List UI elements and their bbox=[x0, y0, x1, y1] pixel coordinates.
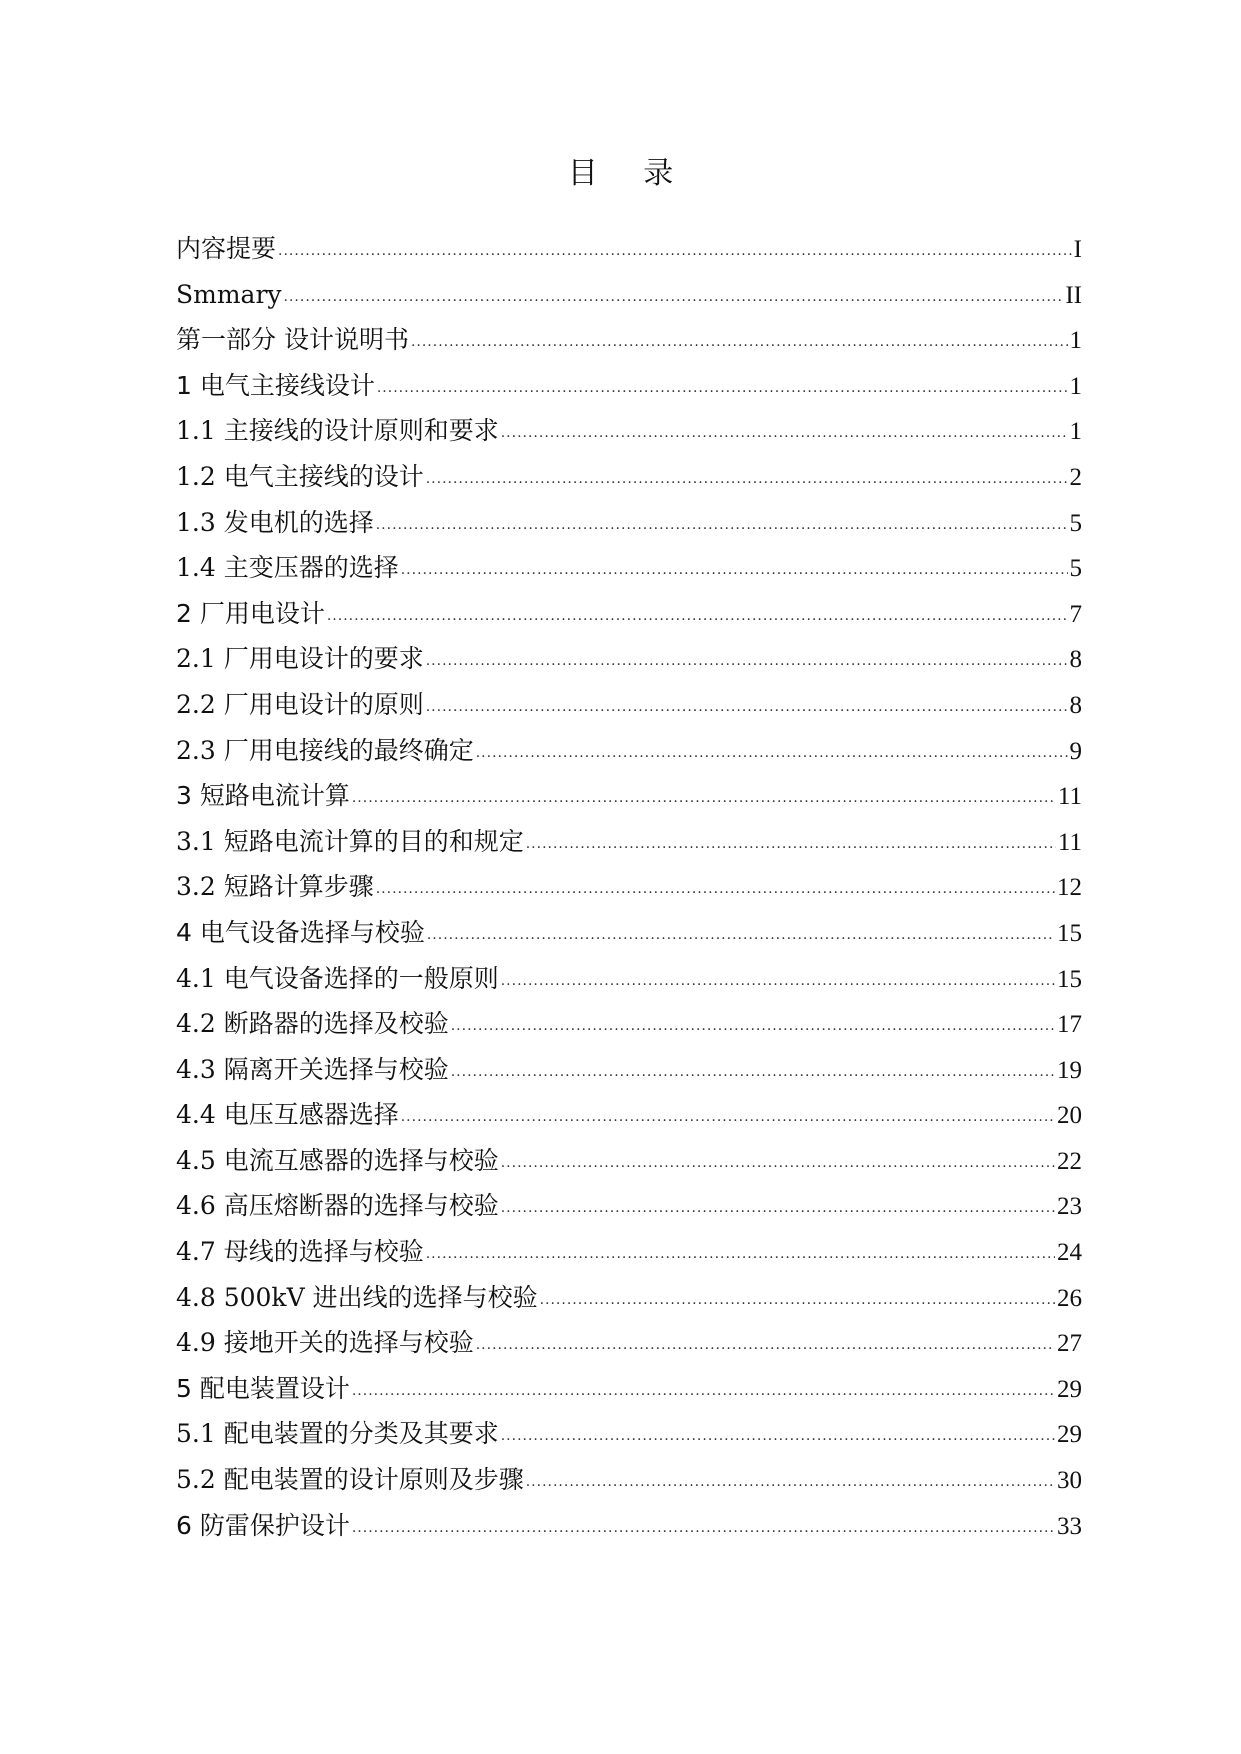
page-title: 目 录 bbox=[567, 156, 692, 191]
toc-entry-page-number: II bbox=[1065, 281, 1082, 309]
toc-entry-label: 4.5 电流互感器的选择与校验 bbox=[176, 1145, 499, 1175]
toc-entry[interactable] bbox=[176, 910, 1082, 956]
toc-entry-page-number: 19 bbox=[1057, 1056, 1082, 1084]
toc-entry-page-number: 33 bbox=[1057, 1512, 1082, 1540]
dot-leader bbox=[451, 1050, 1055, 1096]
toc-entry-page-number: 5 bbox=[1069, 555, 1082, 583]
dot-leader bbox=[352, 1506, 1055, 1552]
toc-entry-label: 2.2 厂用电设计的原则 bbox=[176, 689, 424, 719]
toc-entry[interactable] bbox=[176, 1366, 1082, 1412]
toc-entry-page-number: 15 bbox=[1057, 965, 1082, 993]
toc-entry-label: 4.6 高压熔断器的选择与校验 bbox=[176, 1191, 499, 1221]
toc-entry-page-number: 15 bbox=[1057, 919, 1082, 947]
toc-entry[interactable] bbox=[176, 1503, 1082, 1549]
toc-entry-label: 1 电气主接线设计 bbox=[176, 370, 375, 400]
toc-entry[interactable] bbox=[176, 1229, 1082, 1275]
dot-leader bbox=[501, 411, 1068, 457]
toc-entry-label: Smmary bbox=[176, 279, 282, 309]
toc-entry[interactable] bbox=[176, 728, 1082, 774]
dot-leader bbox=[426, 685, 1068, 731]
toc-entry-label: 4 电气设备选择与校验 bbox=[176, 917, 425, 947]
toc-entry-page-number: 24 bbox=[1057, 1239, 1082, 1267]
toc-entry-label: 1.2 电气主接线的设计 bbox=[176, 461, 424, 491]
toc-entry[interactable] bbox=[176, 454, 1082, 500]
toc-entry-page-number: 11 bbox=[1057, 828, 1082, 856]
dot-leader bbox=[540, 1278, 1055, 1324]
toc-entry[interactable] bbox=[176, 1320, 1082, 1366]
toc-entry-page-number: 9 bbox=[1069, 737, 1082, 765]
toc-entry-label: 1.4 主变压器的选择 bbox=[176, 553, 399, 583]
toc-entry-page-number: I bbox=[1073, 236, 1082, 263]
toc-entry-page-number: 29 bbox=[1057, 1375, 1082, 1403]
toc-list bbox=[176, 226, 1082, 1548]
dot-leader bbox=[476, 731, 1068, 777]
toc-entry-label: 4.1 电气设备选择的一般原则 bbox=[176, 963, 499, 993]
dot-leader bbox=[501, 1186, 1055, 1232]
toc-entry[interactable] bbox=[176, 1183, 1082, 1229]
dot-leader bbox=[427, 913, 1055, 959]
toc-entry[interactable] bbox=[176, 956, 1082, 1002]
toc-entry[interactable] bbox=[176, 363, 1082, 409]
dot-leader bbox=[327, 594, 1068, 640]
dot-leader bbox=[278, 229, 1072, 275]
dot-leader bbox=[526, 1460, 1055, 1506]
toc-entry-page-number: 26 bbox=[1057, 1284, 1082, 1312]
dot-leader bbox=[426, 1232, 1055, 1278]
dot-leader bbox=[476, 1323, 1055, 1369]
toc-entry-label: 5 配电装置设计 bbox=[176, 1373, 350, 1403]
toc-entry[interactable] bbox=[176, 864, 1082, 910]
dot-leader bbox=[401, 1095, 1055, 1141]
toc-entry-label: 2 厂用电设计 bbox=[176, 598, 325, 628]
toc-entry-label: 4.8 500kV 进出线的选择与校验 bbox=[176, 1282, 538, 1312]
toc-entry-page-number: 22 bbox=[1057, 1147, 1082, 1175]
toc-entry[interactable] bbox=[176, 1275, 1082, 1321]
toc-entry-label: 4.7 母线的选择与校验 bbox=[176, 1237, 424, 1267]
toc-entry[interactable] bbox=[176, 773, 1082, 819]
toc-entry[interactable] bbox=[176, 1411, 1082, 1457]
dot-leader bbox=[352, 776, 1056, 822]
toc-entry-page-number: 17 bbox=[1057, 1011, 1082, 1039]
toc-entry[interactable] bbox=[176, 819, 1082, 865]
toc-entry-label: 1.3 发电机的选择 bbox=[176, 507, 374, 537]
toc-entry-label: 5.2 配电装置的设计原则及步骤 bbox=[176, 1465, 524, 1495]
toc-entry-page-number: 5 bbox=[1069, 509, 1082, 537]
toc-entry-label: 3.2 短路计算步骤 bbox=[176, 872, 374, 902]
toc-entry-page-number: 8 bbox=[1069, 691, 1082, 719]
toc-entry[interactable] bbox=[176, 1047, 1082, 1093]
toc-entry-label: 5.1 配电装置的分类及其要求 bbox=[176, 1419, 499, 1449]
dot-leader bbox=[501, 1414, 1055, 1460]
toc-entry-page-number: 7 bbox=[1069, 600, 1082, 628]
dot-leader bbox=[501, 959, 1055, 1005]
toc-entry-label: 3.1 短路电流计算的目的和规定 bbox=[176, 826, 524, 856]
dot-leader bbox=[501, 1141, 1055, 1187]
toc-entry-label: 4.9 接地开关的选择与校验 bbox=[176, 1328, 474, 1358]
dot-leader bbox=[376, 503, 1068, 549]
toc-entry[interactable] bbox=[176, 636, 1082, 682]
toc-entry[interactable] bbox=[176, 545, 1082, 591]
toc-entry-page-number: 30 bbox=[1057, 1467, 1082, 1495]
toc-entry-label: 内容提要 bbox=[176, 234, 277, 263]
dot-leader bbox=[284, 275, 1064, 321]
toc-entry-page-number: 27 bbox=[1057, 1330, 1082, 1358]
toc-entry[interactable] bbox=[176, 408, 1082, 454]
toc-entry-page-number: 11 bbox=[1057, 783, 1082, 811]
toc-entry[interactable] bbox=[176, 1001, 1082, 1047]
toc-entry[interactable] bbox=[176, 500, 1082, 546]
toc-entry[interactable] bbox=[176, 1092, 1082, 1138]
toc-entry-page-number: 29 bbox=[1057, 1421, 1082, 1449]
dot-leader bbox=[401, 548, 1068, 594]
toc-entry-page-number: 1 bbox=[1069, 372, 1082, 400]
toc-entry-label: 第一部分 设计说明书 bbox=[176, 325, 409, 355]
toc-entry-page-number: 1 bbox=[1069, 418, 1082, 446]
toc-entry[interactable] bbox=[176, 1457, 1082, 1503]
toc-entry-label: 4.3 隔离开关选择与校验 bbox=[176, 1054, 449, 1084]
dot-leader bbox=[376, 867, 1055, 913]
toc-entry-label: 4.2 断路器的选择及校验 bbox=[176, 1009, 449, 1039]
toc-entry-page-number: 23 bbox=[1057, 1193, 1082, 1221]
toc-entry-page-number: 12 bbox=[1057, 874, 1082, 902]
dot-leader bbox=[377, 366, 1068, 412]
toc-entry-label: 2.1 厂用电设计的要求 bbox=[176, 644, 424, 674]
dot-leader bbox=[426, 457, 1068, 503]
toc-entry[interactable] bbox=[176, 272, 1082, 318]
toc-entry-page-number: 20 bbox=[1057, 1102, 1082, 1130]
dot-leader bbox=[411, 320, 1068, 366]
toc-entry-label: 6 防雷保护设计 bbox=[176, 1510, 350, 1540]
toc-entry-label: 3 短路电流计算 bbox=[176, 781, 350, 811]
dot-leader bbox=[426, 639, 1068, 685]
toc-entry[interactable] bbox=[176, 226, 1082, 272]
toc-entry[interactable] bbox=[176, 682, 1082, 728]
dot-leader bbox=[526, 822, 1056, 868]
toc-entry-page-number: 8 bbox=[1069, 646, 1082, 674]
toc-entry[interactable] bbox=[176, 591, 1082, 637]
toc-entry-label: 4.4 电压互感器选择 bbox=[176, 1100, 399, 1130]
toc-entry-page-number: 1 bbox=[1069, 327, 1082, 355]
dot-leader bbox=[451, 1004, 1055, 1050]
toc-entry[interactable] bbox=[176, 317, 1082, 363]
toc-entry[interactable] bbox=[176, 1138, 1082, 1184]
dot-leader bbox=[352, 1369, 1055, 1415]
toc-entry-label: 2.3 厂用电接线的最终确定 bbox=[176, 735, 474, 765]
toc-entry-page-number: 2 bbox=[1069, 463, 1082, 491]
toc-entry-label: 1.1 主接线的设计原则和要求 bbox=[176, 416, 499, 446]
